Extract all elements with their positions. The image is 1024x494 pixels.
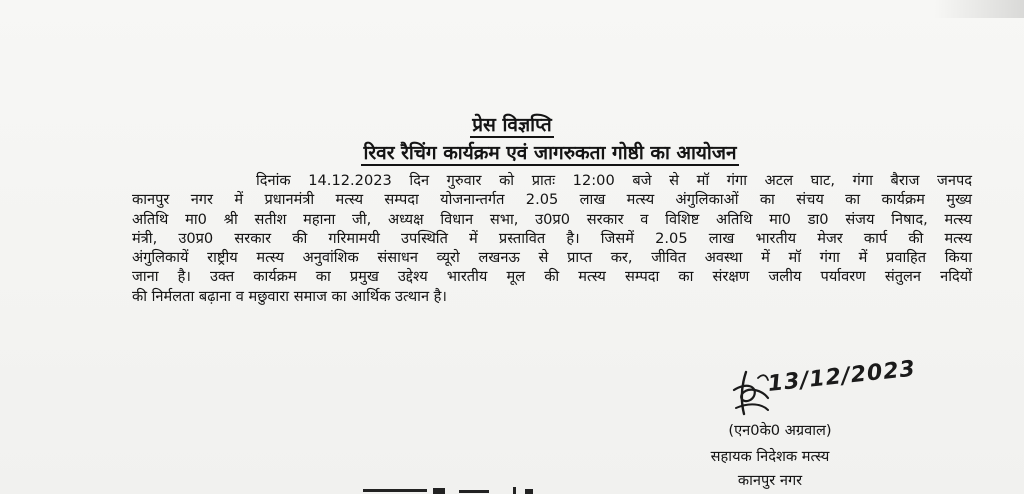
page-edge-shadow: [934, 0, 1024, 18]
document-title: प्रेस विज्ञप्ति: [472, 114, 552, 136]
body-line: की निर्मलता बढ़ाना व मछुवारा समाज का आर्थिक उत्थान है।: [132, 287, 447, 305]
body-line: दिनांक 14.12.2023 दिन गुरुवार को प्रातः 12:00 बजे से मॉ गंगा अटल घाट, गंगा बैराज जनपद: [256, 172, 972, 189]
body-line: मंत्री, उ0प्र0 सरकार की गरिमामयी उपस्थिति में प्रस्तावित है। जिसमें 2.05 लाख भारतीय मेजर कार्प की मत्स्य: [132, 229, 972, 247]
body-line: अतिथि मा0 श्री सतीश महाना जी, अध्यक्ष विधान सभा, उ0प्र0 सरकार व विशिष्ट अतिथि मा0 डा0 संजय निषाद, मत्स्य: [132, 210, 972, 228]
signatory-location: कानपुर नगर: [737, 472, 803, 489]
signature-date: 13/12/2023: [766, 356, 918, 397]
document-body: [132, 171, 972, 306]
body-line: अंगुलिकायें राष्ट्रीय मत्स्य अनुवांशिक संसाधन व्यूरो लखनऊ से प्राप्त कर, जीवित अवस्था में मॉ गंगा में प्रवाहित किया: [132, 249, 972, 267]
document-subtitle: रिवर रैचिंग कार्यक्रम एवं जागरुकता गोष्ठी का आयोजन: [363, 142, 737, 164]
signatory-designation: सहायक निदेशक मत्स्य: [710, 448, 830, 465]
document-title-line: [0, 113, 1024, 137]
document-subtitle-line: [0, 141, 1024, 165]
signatory-name: (एन0के0 अग्रवाल): [728, 422, 832, 439]
cut-off-next-line: [363, 486, 543, 494]
body-line: जाना है। उक्त कार्यक्रम का प्रमुख उद्देश्य भारतीय मूल की मत्स्य सम्पदा का संरक्षण जलीय पर्यावरण संतुलन नदियों: [132, 268, 972, 286]
body-line: कानपुर नगर में प्रधानमंत्री मत्स्य सम्पदा योजनान्तर्गत 2.05 लाख मत्स्य अंगुलिकाओं का संचय का कार्यक्रम मुख्य: [132, 191, 972, 209]
